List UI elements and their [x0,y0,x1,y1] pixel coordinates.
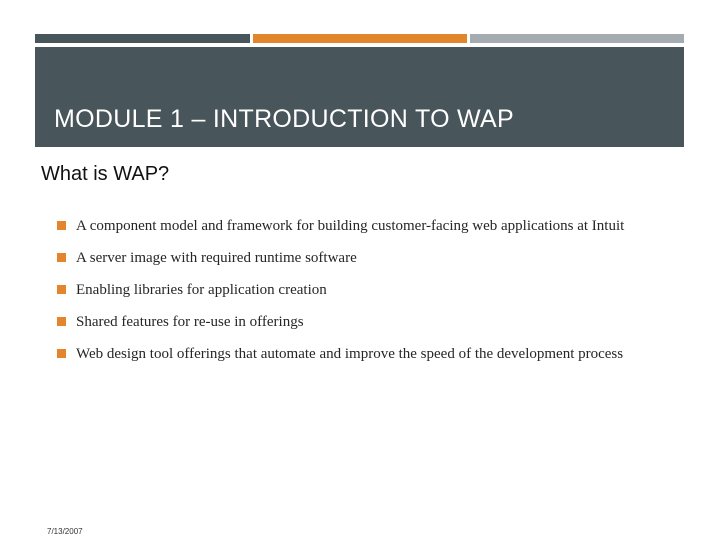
bullet-list [57,216,657,376]
square-bullet-icon [57,253,66,262]
bullet-text: A server image with required runtime software [76,250,357,266]
bullet-item [57,312,657,332]
bullet-text: Enabling libraries for application creation [76,282,327,298]
bullet-item [57,280,657,300]
slide-title: MODULE 1 – INTRODUCTION TO WAP [54,105,514,133]
square-bullet-icon [57,317,66,326]
square-bullet-icon [57,221,66,230]
bullet-text: Shared features for re-use in offerings [76,314,304,330]
bullet-item [57,248,657,268]
accent-bar-3 [470,34,684,43]
slide-subtitle: What is WAP? [41,163,170,185]
accent-bar-1 [35,34,250,43]
bullet-item [57,216,657,236]
bullet-text: Web design tool offerings that automate and improve the speed of the development process [76,346,624,362]
bullet-item [57,344,657,364]
square-bullet-icon [57,285,66,294]
accent-bar-2 [253,34,467,43]
title-band [35,47,684,147]
bullet-text: A component model and framework for building customer-facing web applications at Intuit [76,218,625,234]
footer-date: 7/13/2007 [47,527,83,536]
square-bullet-icon [57,349,66,358]
